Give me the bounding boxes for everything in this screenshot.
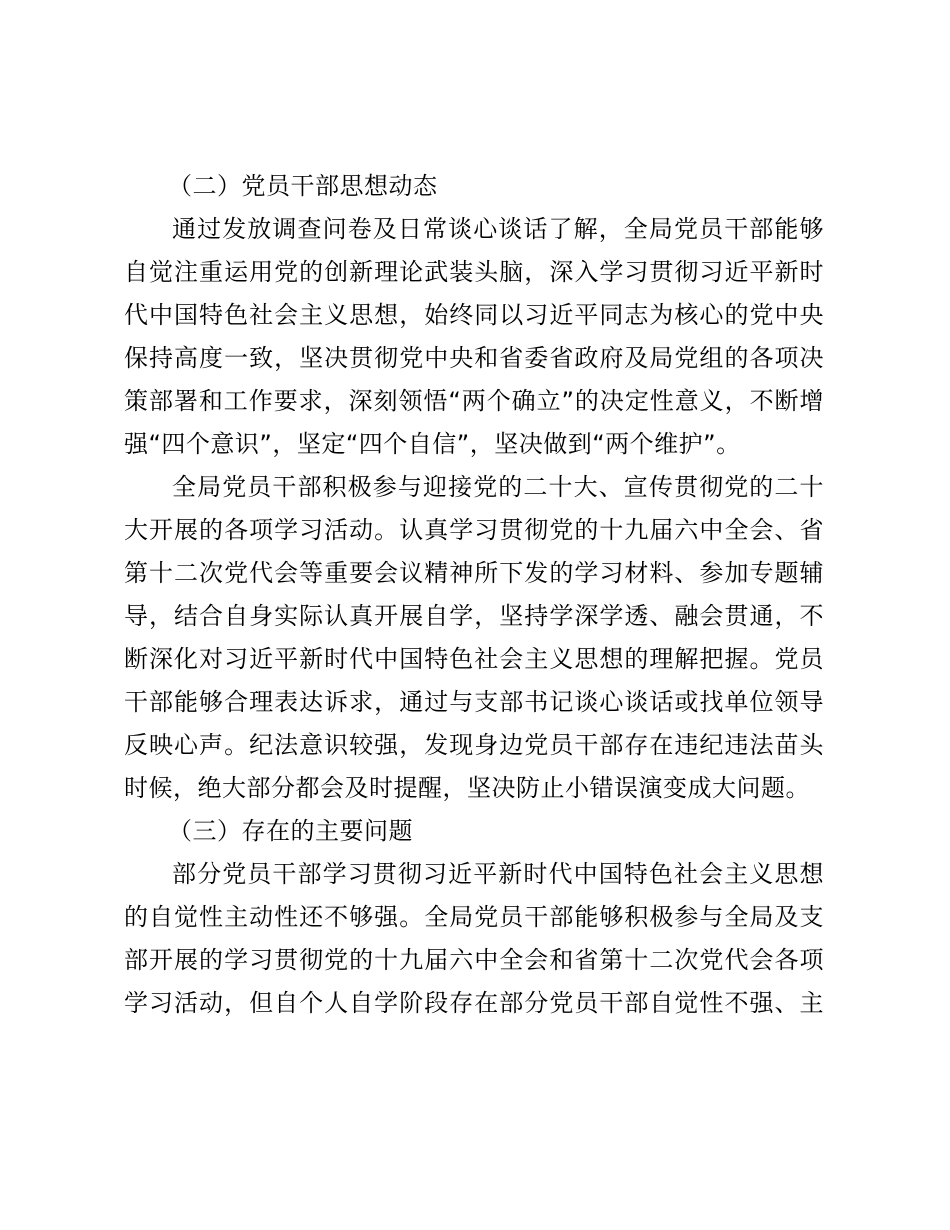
paragraph-line: 学习活动，但自个人自学阶段存在部分党员干部自觉性不强、主 xyxy=(124,989,824,1017)
document-body xyxy=(124,165,824,1025)
paragraph-line: 全局党员干部积极参与迎接党的二十大、宣传贯彻党的二十 xyxy=(172,473,824,501)
paragraph-line: 策部署和工作要求，深刻领悟“两个确立”的决定性意义，不断增 xyxy=(124,387,824,415)
paragraph-survey-findings xyxy=(124,208,824,466)
section-heading-main-problems: （三）存在的主要问题 xyxy=(168,817,413,845)
paragraph-line: 强“四个意识”，坚定“四个自信”，坚决做到“两个维护”。 xyxy=(124,430,741,458)
paragraph-line: 大开展的各项学习活动。认真学习贯彻党的十九届六中全会、省 xyxy=(124,516,824,544)
paragraph-line: 代中国特色社会主义思想，始终同以习近平同志为核心的党中央 xyxy=(124,301,824,329)
paragraph-study-activities xyxy=(124,466,824,810)
paragraph-main-problems xyxy=(124,853,824,1025)
paragraph-line: 保持高度一致，坚决贯彻党中央和省委省政府及局党组的各项决 xyxy=(124,344,824,372)
paragraph-line: 导，结合自身实际认真开展自学，坚持学深学透、融会贯通，不 xyxy=(124,602,824,630)
paragraph-line: 部开展的学习贯彻党的十九届六中全会和省第十二次党代会各项 xyxy=(124,946,824,974)
paragraph-line: 干部能够合理表达诉求，通过与支部书记谈心谈话或找单位领导 xyxy=(124,688,824,716)
paragraph-line: 第十二次党代会等重要会议精神所下发的学习材料、参加专题辅 xyxy=(124,559,824,587)
section-heading-thought-dynamics: （二）党员干部思想动态 xyxy=(168,172,438,200)
paragraph-line: 部分党员干部学习贯彻习近平新时代中国特色社会主义思想 xyxy=(172,860,824,888)
paragraph-line: 反映心声。纪法意识较强，发现身边党员干部存在违纪违法苗头 xyxy=(124,731,824,759)
paragraph-line: 断深化对习近平新时代中国特色社会主义思想的理解把握。党员 xyxy=(124,645,824,673)
paragraph-line: 的自觉性主动性还不够强。全局党员干部能够积极参与全局及支 xyxy=(124,903,824,931)
paragraph-line: 时候，绝大部分都会及时提醒，坚决防止小错误演变成大问题。 xyxy=(124,774,810,802)
paragraph-line: 通过发放调查问卷及日常谈心谈话了解，全局党员干部能够 xyxy=(172,215,824,243)
paragraph-line: 自觉注重运用党的创新理论武装头脑，深入学习贯彻习近平新时 xyxy=(124,258,824,286)
